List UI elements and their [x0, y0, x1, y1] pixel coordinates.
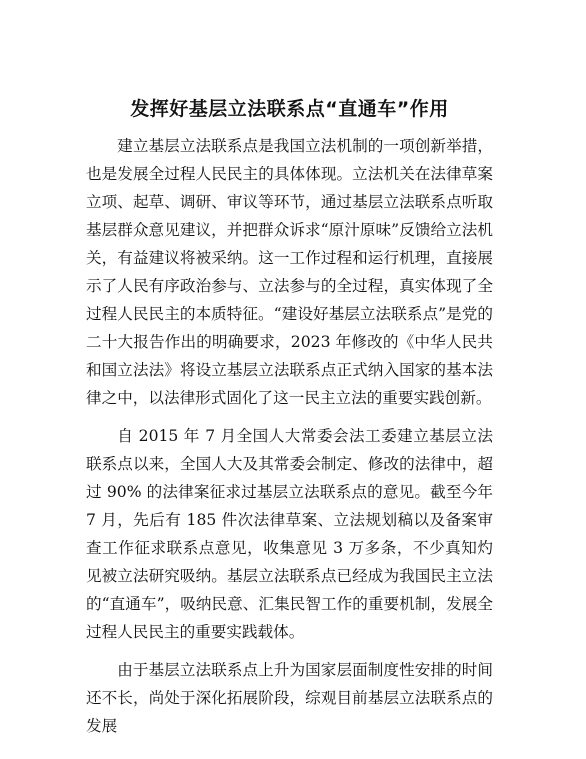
paragraph-2: 自 2015 年 7 月全国人大常委会法工委建立基层立法联系点以来，全国人大及其常委会制定、修改的法律中，超过 90% 的法律案征求过基层立法联系点的意见。截至今年 7 月，先后有 185 件次法律草案、立法规划稿以及备案审查工作征求联系点意见，收集意见 3 万多条，不少真知灼见被立法研究吸纳。基层立法联系点已经成为我国民主立法的“直通车”，吸纳民意、汇集民智工作的重要机制，发展全过程人民民主的重要实践载体。 [86, 427, 493, 641]
paragraph-1: 建立基层立法联系点是我国立法机制的一项创新举措，也是发展全过程人民民主的具体体现。立法机关在法律草案立项、起草、调研、审议等环节，通过基层立法联系点听取基层群众意见建议，并把群众诉求“原汁原味”反馈给立法机关，有益建议将被采纳。这一工作过程和运行机理，直接展示了人民有序政治参与、立法参与的全过程，真实体现了全过程人民民主的本质特征。“建设好基层立法联系点”是党的二十大报告作出的明确要求，2023 年修改的《中华人民共和国立法法》将设立基层立法联系点正式纳入国家的基本法律之中，以法律形式固化了这一民主立法的重要实践创新。 [86, 137, 493, 407]
article-title: 发挥好基层立法联系点“直通车”作用 [130, 98, 449, 120]
paragraph-3: 由于基层立法联系点上升为国家层面制度性安排的时间还不长，尚处于深化拓展阶段，综观目前基层立法联系点的发展 [86, 661, 493, 735]
